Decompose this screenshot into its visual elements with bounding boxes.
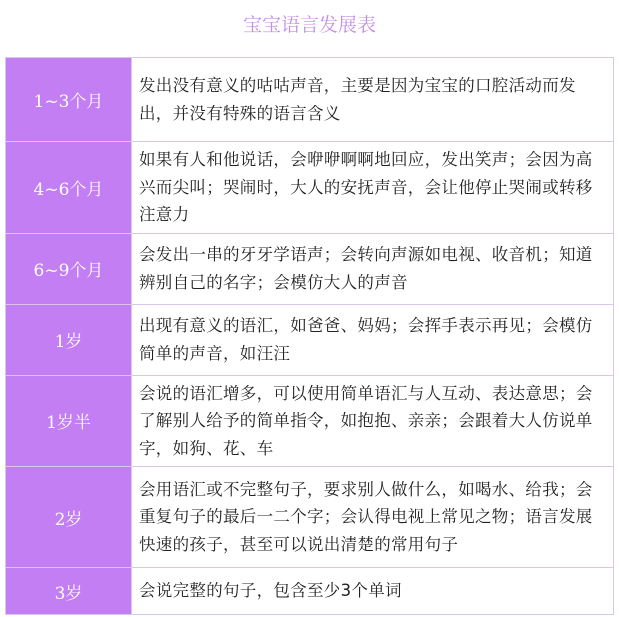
- description-cell: 会说的语汇增多，可以使用简单语汇与人互动、表达意思；会了解别人给予的简单指令，如抱抱、亲亲；会跟着大人仿说单字，如狗、花、车: [132, 375, 614, 467]
- description-cell: 会用语汇或不完整句子，要求别人做什么，如喝水、给我；会重复句子的最后一二个字；会认得电视上常见之物；语言发展快速的孩子，甚至可以说出清楚的常用句子: [132, 467, 614, 568]
- age-cell: 6~9个月: [6, 233, 132, 304]
- table-row: [6, 568, 614, 615]
- age-cell: 1岁半: [6, 375, 132, 467]
- age-cell: 3岁: [6, 568, 132, 615]
- age-cell: 4~6个月: [6, 142, 132, 234]
- table-row: [6, 58, 614, 142]
- table-row: [6, 233, 614, 304]
- description-cell: 会说完整的句子，包含至少3个单词: [132, 568, 614, 615]
- table-row: [6, 467, 614, 568]
- age-cell: 2岁: [6, 467, 132, 568]
- description-cell: 会发出一串的牙牙学语声；会转向声源如电视、收音机；知道辨别自己的名字；会模仿大人的声音: [132, 233, 614, 304]
- description-cell: 发出没有意义的咕咕声音，主要是因为宝宝的口腔活动而发出，并没有特殊的语言含义: [132, 58, 614, 142]
- table-title: 宝宝语言发展表: [242, 14, 376, 36]
- table-row: [6, 304, 614, 375]
- table-row: [6, 142, 614, 234]
- table-row: [6, 375, 614, 467]
- language-development-table: [5, 57, 614, 615]
- age-cell: 1~3个月: [6, 58, 132, 142]
- age-cell: 1岁: [6, 304, 132, 375]
- description-cell: 出现有意义的语汇，如爸爸、妈妈；会挥手表示再见；会模仿简单的声音，如汪汪: [132, 304, 614, 375]
- description-cell: 如果有人和他说话，会咿咿啊啊地回应，发出笑声；会因为高兴而尖叫；哭闹时，大人的安抚声音，会让他停止哭闹或转移注意力: [132, 142, 614, 234]
